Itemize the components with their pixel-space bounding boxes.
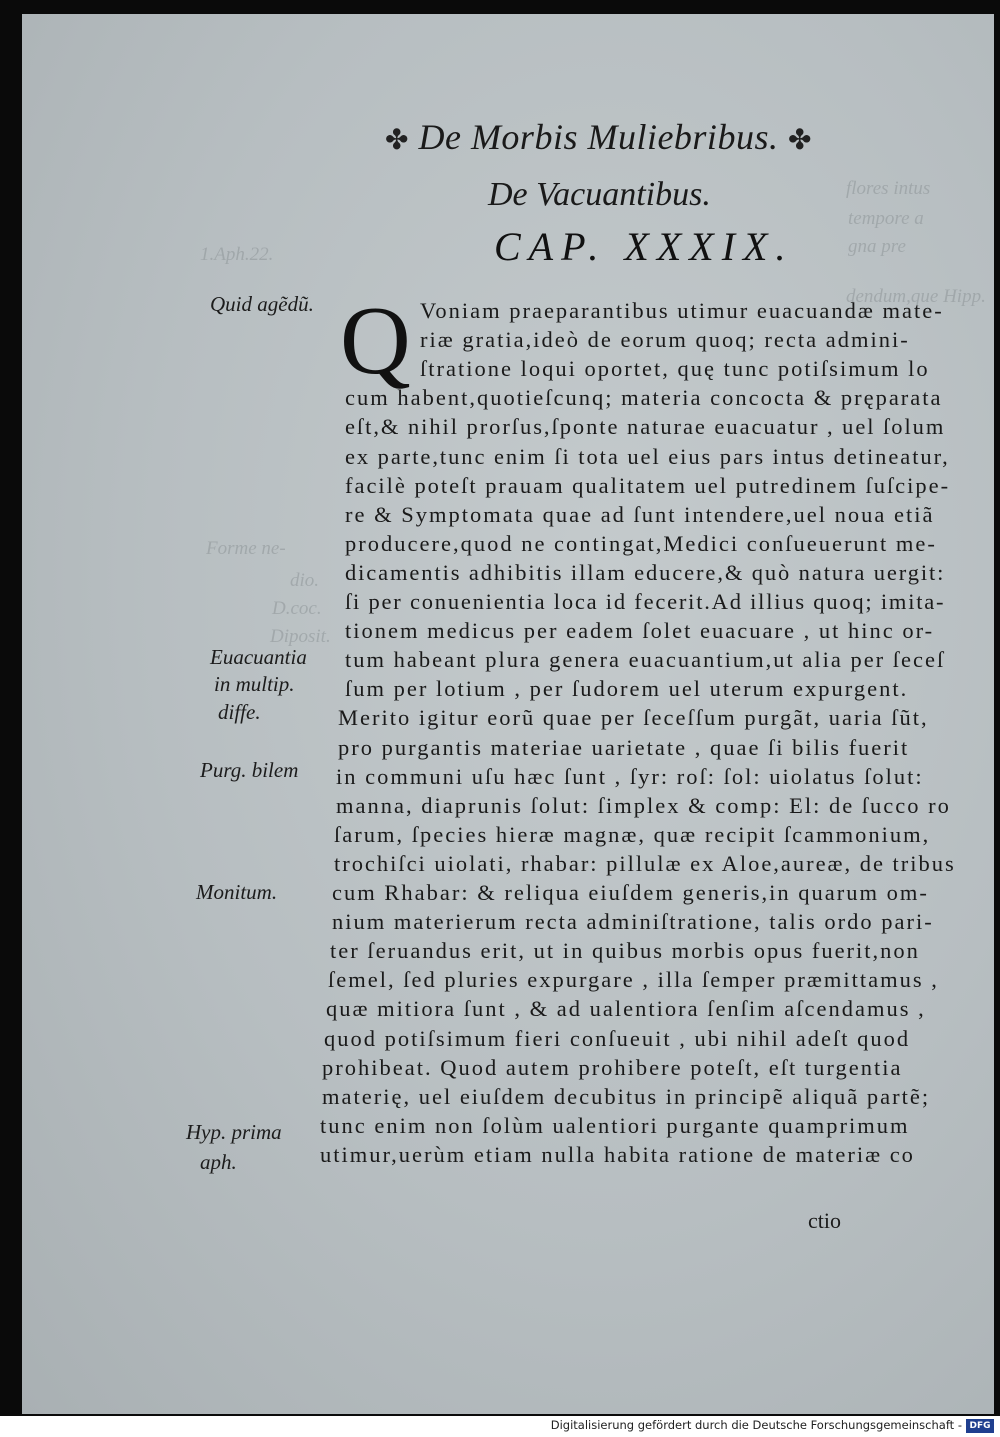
bleed-through-text: 1.Aph.22. bbox=[200, 244, 274, 265]
text-line: cum habent,quotieſcunq; materia concocta & pręparata bbox=[345, 385, 943, 411]
fleuron-right-icon: ✤ bbox=[787, 125, 812, 156]
text-line: facilè poteſt prauam qualitatem uel putredinem ſuſcipe- bbox=[345, 472, 951, 498]
text-line: re & Symptomata quae ad ſunt intendere,uel noua etiã bbox=[345, 501, 935, 527]
margin-note-euacuantia: in multip. bbox=[214, 672, 295, 696]
footer-credit: Digitalisierung gefördert durch die Deutsche Forschungsgemeinschaft - bbox=[550, 1418, 962, 1432]
running-header bbox=[385, 116, 915, 158]
fleuron-left-icon: ✤ bbox=[385, 125, 409, 156]
bleed-through-text: Diposit. bbox=[270, 626, 331, 647]
text-line: materię, uel eiuſdem decubitus in principẽ aliquã partẽ; bbox=[322, 1083, 931, 1109]
margin-note-hyp: Hyp. prima bbox=[186, 1120, 282, 1144]
chapter-heading: CAP. XXXIX. bbox=[494, 224, 794, 269]
running-header-text: De Morbis Muliebribus. bbox=[418, 117, 779, 157]
text-line: nium materierum recta adminiſtratione, talis ordo pari- bbox=[332, 909, 934, 935]
drop-cap: Q bbox=[340, 287, 411, 395]
catchword: ctio bbox=[808, 1208, 841, 1233]
margin-note-hyp: aph. bbox=[200, 1150, 237, 1174]
text-line: ſum per lotium , per ſudorem uel uterum expurgent. bbox=[345, 676, 909, 702]
text-line: quod potiſsimum fieri conſueuit , ubi nihil adeſt quod bbox=[324, 1025, 911, 1051]
text-line: producere,quod ne contingat,Medici conſueuerunt me- bbox=[345, 530, 937, 556]
bleed-through-text: flores intus bbox=[846, 178, 931, 199]
text-line: ter ſeruandus erit, ut in quibus morbis opus fuerit,non bbox=[330, 938, 920, 964]
text-line: pro purgantis materiae uarietate , quae ſi bilis fuerit bbox=[338, 734, 910, 760]
text-line: prohibeat. Quod autem prohibere poteſt, eſt turgentia bbox=[322, 1054, 903, 1080]
text-line: tum habeant plura genera euacuantium,ut alia per ſeceſ bbox=[345, 647, 946, 673]
bleed-through-text: Forme ne- bbox=[206, 538, 286, 559]
text-line: dicamentis adhibitis illam educere,& quò natura uergit: bbox=[345, 559, 946, 585]
text-line: tunc enim non ſolùm ualentiori purgante quamprimum bbox=[320, 1112, 910, 1138]
bleed-through-text: gna pre bbox=[848, 236, 906, 257]
digitization-footer bbox=[0, 1416, 1000, 1437]
text-line: riæ gratia,ideò de eorum quoq; recta admini- bbox=[420, 327, 910, 353]
section-title: De Vacuantibus. bbox=[488, 176, 711, 213]
bleed-through-text: dendum,que Hipp. bbox=[846, 286, 986, 307]
text-line: trochiſci uiolati, rhabar: pillulæ ex Aloe,aureæ, de tribus bbox=[334, 850, 956, 876]
bleed-through-text: D.coc. bbox=[272, 598, 322, 619]
text-line: in communi uſu hæc ſunt , ſyr: roſ: ſol: uiolatus ſolut: bbox=[336, 763, 924, 789]
text-line: eſt,& nihil prorſus,ſponte naturae euacuatur , uel ſolum bbox=[345, 414, 946, 440]
text-line: manna, diaprunis ſolut: ſimplex & comp: El: de ſucco ro bbox=[336, 792, 951, 818]
margin-note-monitum: Monitum. bbox=[196, 880, 278, 904]
margin-note-euacuantia: diffe. bbox=[218, 700, 261, 724]
dfg-logo: DFG bbox=[966, 1419, 994, 1433]
text-line: Merito igitur eorũ quae per ſeceſſum purgãt, uaria ſũt, bbox=[338, 705, 929, 731]
text-line: ſemel, ſed pluries expurgare , illa ſemper præmittamus , bbox=[328, 967, 939, 993]
text-line: utimur,uerùm etiam nulla habita ratione de materiæ co bbox=[320, 1141, 915, 1167]
margin-note-quid: Quid agẽdũ. bbox=[210, 292, 314, 316]
text-line: Voniam praeparantibus utimur euacuandæ mate- bbox=[420, 298, 944, 323]
margin-note-purg: Purg. bilem bbox=[200, 758, 299, 782]
bleed-through-text: dio. bbox=[290, 570, 320, 591]
text-line: ex parte,tunc enim ſi tota uel eius pars intus detineatur, bbox=[345, 443, 950, 469]
text-line: quæ mitiora ſunt , & ad ualentiora ſenſim aſcendamus , bbox=[326, 996, 926, 1022]
margin-note-euacuantia: Euacuantia bbox=[210, 645, 307, 669]
text-line: cum Rhabar: & reliqua eiuſdem generis,in quarum om- bbox=[332, 880, 929, 905]
bleed-through-text: tempore a bbox=[848, 208, 924, 229]
text-line: ſi per conuenientia loca id fecerit.Ad illius quoq; imita- bbox=[345, 589, 946, 614]
text-line: ſarum, ſpecies hieræ magnæ, quæ recipit ſcammonium, bbox=[334, 821, 931, 847]
text-line: tionem medicus per eadem ſolet euacuare , ut hinc or- bbox=[345, 618, 935, 644]
text-line: ſtratione loqui oportet, quę tunc potiſsimum lo bbox=[420, 356, 930, 382]
